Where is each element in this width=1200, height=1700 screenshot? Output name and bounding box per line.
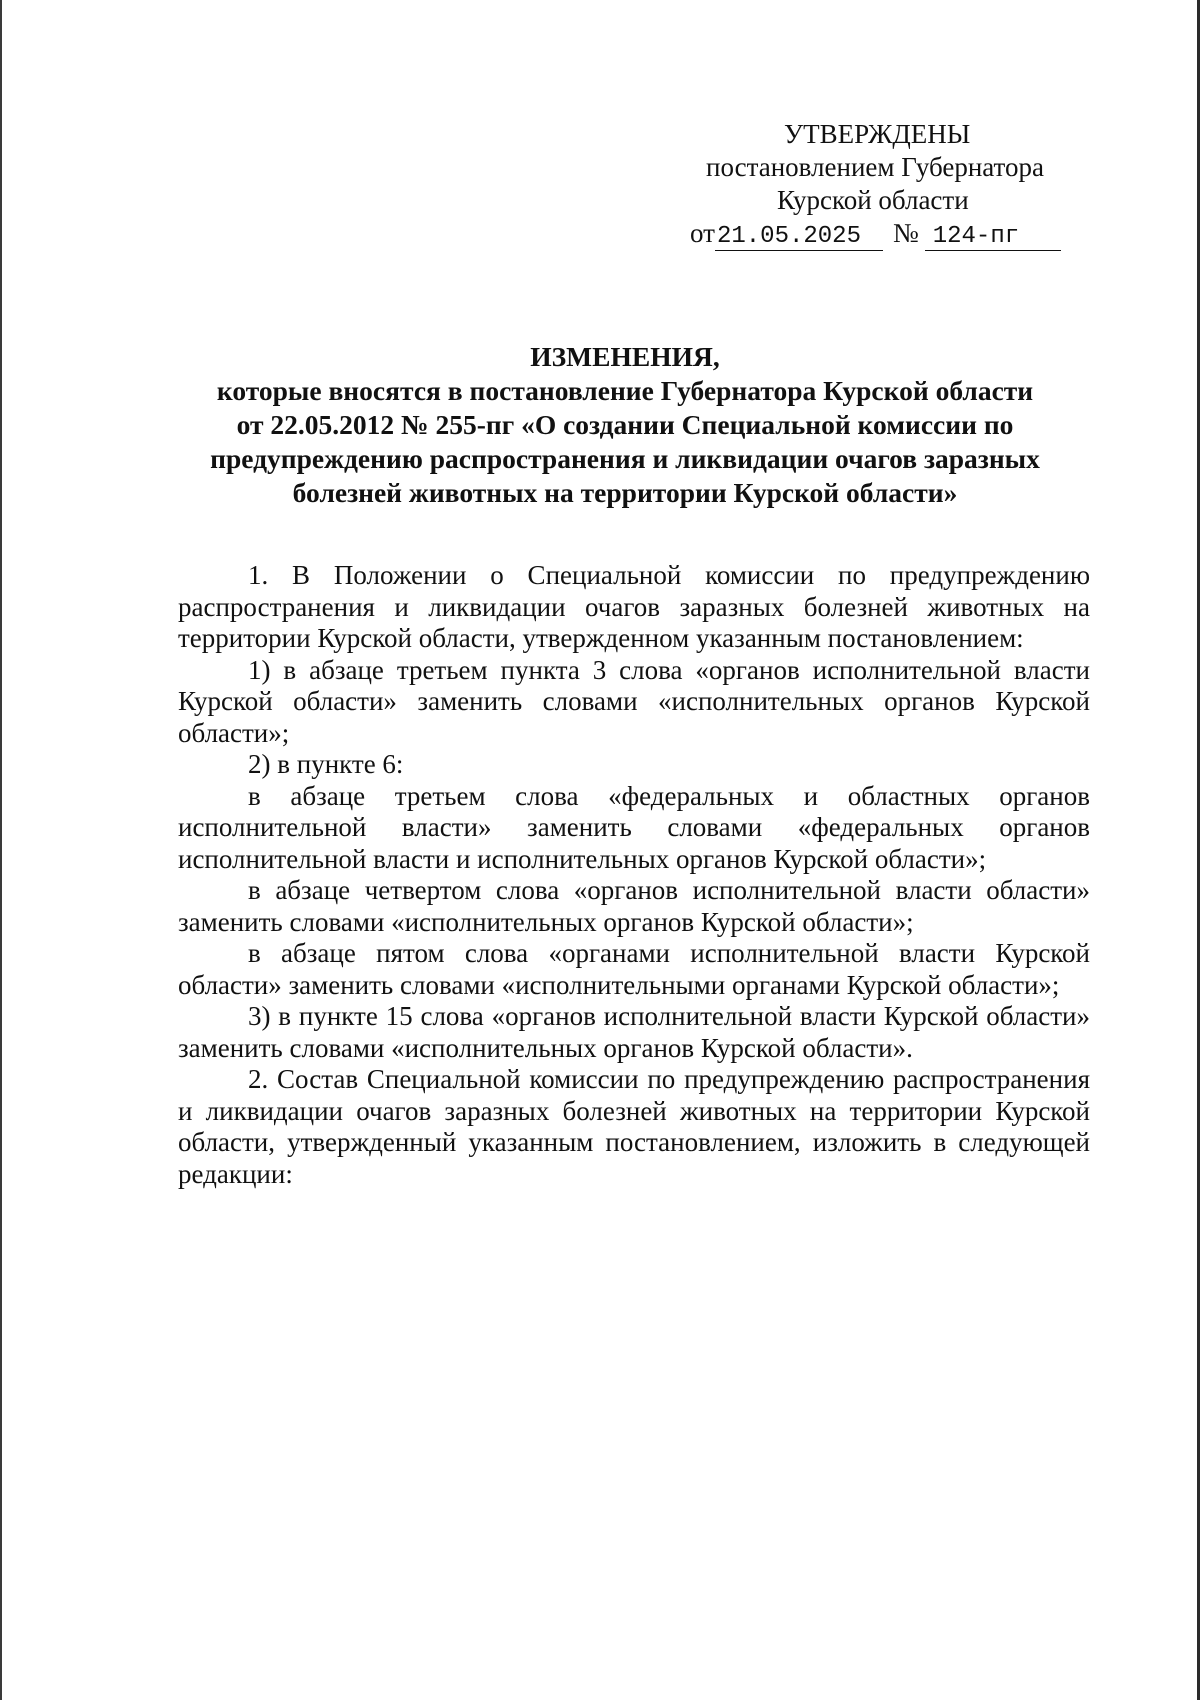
heading-line: от 22.05.2012 № 255-пг «О создании Специальной комиссии по — [236, 409, 1014, 440]
heading-line: болезней животных на территории Курской области» — [292, 477, 958, 508]
decree-number-field: 124-пг — [925, 224, 1061, 251]
paragraph-subitem-2: 2) в пункте 6: — [248, 749, 404, 779]
paragraph-abzac-5: в абзаце пятом слова «органами исполнительной власти Курской области» заменить словами «исполнительными органами Курской области»; — [178, 938, 1090, 1000]
scan-edge-left — [0, 0, 2, 1700]
approval-date-number — [690, 217, 1110, 251]
from-label: от — [690, 218, 715, 248]
approval-by-decree: постановлением Губернатора — [706, 152, 1044, 182]
document-body — [178, 560, 1090, 1190]
heading-line: предупреждению распространения и ликвидации очагов заразных — [210, 443, 1040, 474]
paragraph-abzac-4: в абзаце четвертом слова «органов исполнительной власти области» заменить словами «исполнительных органов Курской области»; — [178, 875, 1090, 937]
approval-heading: УТВЕРЖДЕНЫ — [784, 119, 971, 149]
paragraph-item-1: 1. В Положении о Специальной комиссии по предупреждению распространения и ликвидации очагов заразных болезней животных на территории Курской области, утвержденном указанным постановлением: — [178, 560, 1090, 653]
approval-region: Курской области — [777, 185, 969, 215]
paragraph-subitem-1: 1) в абзаце третьем пункта 3 слова «органов исполнительной власти Курской области» заменить словами «исполнительных органов Курской области»; — [178, 654, 1090, 748]
paragraph-item-2: 2. Состав Специальной комиссии по предупреждению распространения и ликвидации очагов заразных болезней животных на территории Курской области, утвержденный указанным постановлением, изложить в следующей редакции: — [178, 1064, 1090, 1189]
paragraph-subitem-3: 3) в пункте 15 слова «органов исполнительной власти Курской области» заменить словами «исполнительных органов Курской области». — [178, 1001, 1090, 1063]
document-heading — [160, 340, 1090, 510]
decree-date-field: 21.05.2025 — [715, 224, 883, 251]
heading-line: которые вносятся в постановление Губернатора Курской области — [216, 375, 1034, 406]
number-sign: № — [892, 218, 919, 248]
paragraph-abzac-3: в абзаце третьем слова «федеральных и областных органов исполнительной власти» заменить словами «федеральных органов исполнительной власти и исполнительных органов Курской области»; — [178, 780, 1090, 874]
approval-stamp — [690, 118, 1110, 251]
document-title: ИЗМЕНЕНИЯ, — [530, 341, 720, 372]
